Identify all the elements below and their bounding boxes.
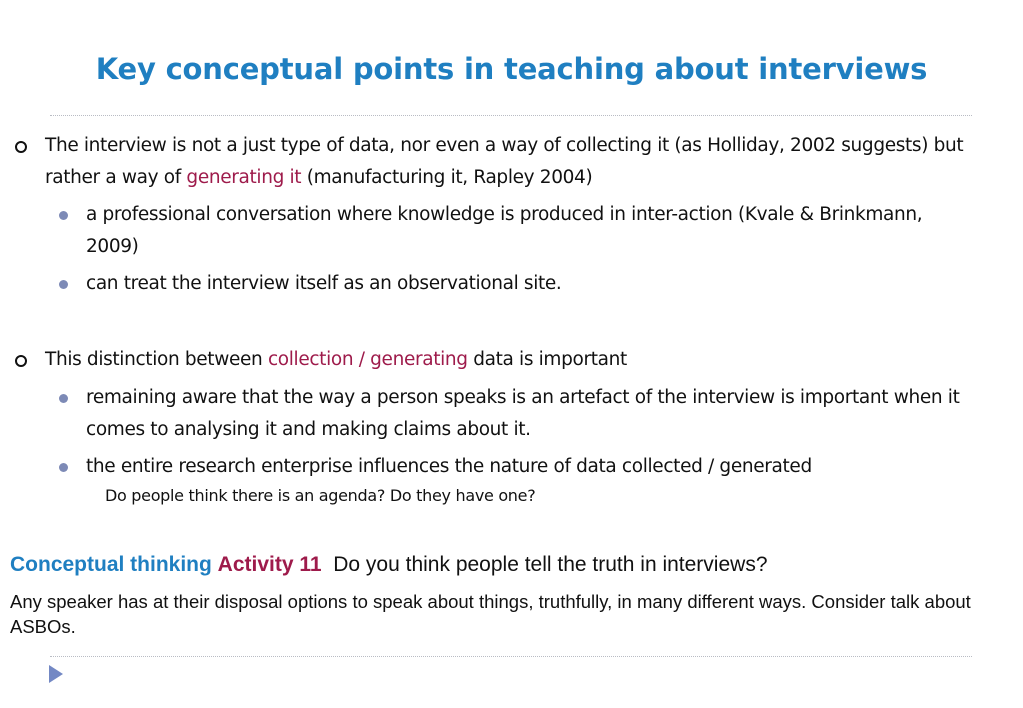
hollow-bullet-icon: [15, 355, 27, 367]
hollow-bullet-icon: [15, 141, 27, 153]
sub-bullet-observational-site: [86, 268, 976, 300]
dot-bullet-icon: [59, 211, 68, 220]
activity-description: Any speaker has at their disposal options to speak about things, truthfully, in many different ways. Consider talk about ASBOs.: [10, 591, 971, 637]
highlight-text: collection / generating: [267, 349, 468, 370]
bullet-interview-definition: [45, 130, 980, 194]
page-title: Key conceptual points in teaching about interviews: [95, 52, 928, 86]
sub-bullet-professional-conversation: [86, 199, 976, 263]
activity-label-conceptual: Conceptual thinking: [10, 553, 212, 576]
dot-bullet-icon: [59, 394, 68, 403]
bullet-distinction: [45, 344, 980, 376]
sub-bullet-text: a professional conversation where knowledge is produced in inter-action (Kvale & Brinkmann, 2009): [86, 204, 923, 257]
activity-heading: [10, 553, 768, 577]
bullet-text-end: data is important: [467, 349, 627, 370]
sub-bullet-text: remaining aware that the way a person speaks is an artefact of the interview is important when it comes to analysing it and making claims about it.: [86, 387, 960, 440]
dot-bullet-icon: [59, 280, 68, 289]
bottom-divider: [50, 656, 972, 657]
highlight-text: generating it: [186, 167, 302, 188]
sub-bullet-text: the entire research enterprise influences the nature of data collected / generated: [86, 456, 812, 477]
sub-bullet-research-enterprise: [86, 451, 976, 483]
sub-bullet-text: can treat the interview itself as an observational site.: [86, 273, 562, 294]
activity-question: Do you think people tell the truth in interviews?: [333, 553, 768, 576]
activity-label-number: Activity 11: [217, 553, 322, 576]
bullet-text-end: (manufacturing it, Rapley 2004): [301, 167, 593, 188]
bullet-text: The interview is not a just type of data, nor even a way of collecting it (as Holliday, 2002 suggests) but rather a way of: [45, 135, 964, 188]
triangle-right-icon[interactable]: [49, 665, 63, 683]
dot-bullet-icon: [59, 463, 68, 472]
agenda-note: Do people think there is an agenda? Do they have one?: [105, 486, 536, 505]
bullet-text: This distinction between: [45, 349, 268, 370]
sub-bullet-remaining-aware: [86, 382, 976, 446]
